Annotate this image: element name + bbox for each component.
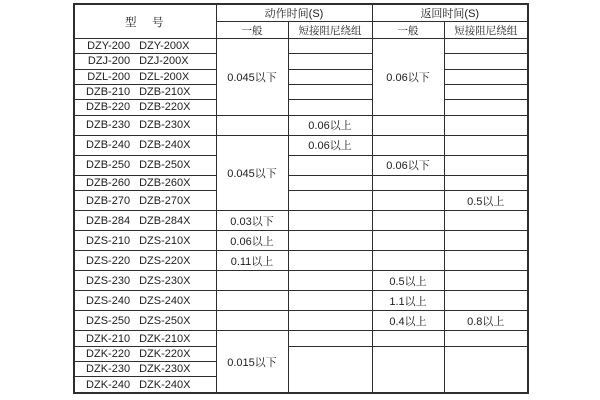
table-row <box>74 135 528 155</box>
value-cell-return-general: 1.1以上 <box>372 291 444 311</box>
value-cell-return-damping <box>444 231 528 251</box>
value-cell-action-general: 0.045以下 <box>216 135 288 210</box>
value-cell-action-damping <box>288 39 372 54</box>
model-name: DZJ-200 <box>87 55 131 68</box>
value-cell-action-damping <box>288 346 372 393</box>
relay-spec-table <box>73 3 529 394</box>
model-cell <box>74 175 216 190</box>
value-cell-return-general: 0.4以上 <box>372 311 444 331</box>
model-name: DZB-260 <box>86 176 131 189</box>
model-cell <box>74 191 216 211</box>
value-cell-action-damping <box>288 231 372 251</box>
value-cell-action-damping <box>288 84 372 99</box>
value-cell-return-damping <box>444 84 528 99</box>
model-cell <box>74 211 216 231</box>
table-row <box>74 191 528 211</box>
model-name: DZY-200 <box>87 40 131 53</box>
value-cell-action-damping <box>288 175 372 190</box>
table-row <box>74 211 528 231</box>
model-name-x: DZS-230X <box>139 274 191 287</box>
value-cell-action-damping <box>288 100 372 115</box>
spec-table-container <box>73 3 529 394</box>
value-cell-action-general <box>216 291 288 311</box>
value-cell-action-general <box>216 115 288 135</box>
header-row-groups <box>74 4 528 22</box>
value-cell-action-general: 0.045以下 <box>216 39 288 116</box>
model-name-x: DZB-220X <box>139 101 191 114</box>
value-cell-return-damping: 0.8以上 <box>444 311 528 331</box>
model-name: DZB-220 <box>86 101 131 114</box>
value-cell-action-general: 0.03以下 <box>216 211 288 231</box>
table-row <box>74 54 528 69</box>
model-cell <box>74 84 216 99</box>
model-cell <box>74 115 216 135</box>
model-cell <box>74 100 216 115</box>
value-cell-return-general <box>372 346 444 393</box>
value-cell-action-damping <box>288 211 372 231</box>
table-row <box>74 291 528 311</box>
value-cell-action-general: 0.11以上 <box>216 251 288 271</box>
model-cell <box>74 69 216 84</box>
value-cell-return-general <box>372 135 444 155</box>
value-cell-return-damping <box>444 155 528 175</box>
model-name-x: DZK-210X <box>139 332 191 345</box>
value-cell-action-general: 0.06以上 <box>216 231 288 251</box>
model-cell <box>74 331 216 346</box>
value-cell-return-general: 0.5以上 <box>372 271 444 291</box>
model-name: DZS-220 <box>86 254 131 267</box>
model-name: DZS-250 <box>86 314 131 327</box>
model-name: DZS-230 <box>86 274 131 287</box>
model-name-x: DZS-240X <box>139 294 191 307</box>
model-cell <box>74 271 216 291</box>
table-row <box>74 311 528 331</box>
model-name: DZB-210 <box>86 86 131 99</box>
value-cell-return-general <box>372 175 444 190</box>
model-name: DZS-210 <box>86 234 131 247</box>
model-name-x: DZB-230X <box>139 119 191 132</box>
table-row <box>74 115 528 135</box>
value-cell-action-damping <box>288 155 372 175</box>
model-name: DZK-240 <box>86 378 131 391</box>
model-cell <box>74 377 216 393</box>
value-cell-action-general <box>216 311 288 331</box>
model-name: DZB-250 <box>86 159 131 172</box>
value-cell-return-damping <box>444 251 528 271</box>
model-name-x: DZB-260X <box>139 176 191 189</box>
model-name-x: DZL-200X <box>139 70 190 83</box>
value-cell-return-damping <box>444 115 528 135</box>
table-row <box>74 175 528 190</box>
value-cell-return-general: 0.06以下 <box>372 155 444 175</box>
model-name: DZB-284 <box>86 214 131 227</box>
model-cell <box>74 251 216 271</box>
model-cell <box>74 39 216 54</box>
value-cell-return-general <box>372 211 444 231</box>
model-name-x: DZK-220X <box>139 347 191 360</box>
model-cell <box>74 362 216 377</box>
column-header-action-damping: 短接阻尼绕组 <box>288 22 372 39</box>
model-cell <box>74 155 216 175</box>
column-header-action-general: 一般 <box>216 22 288 39</box>
table-row <box>74 84 528 99</box>
table-row <box>74 39 528 54</box>
column-header-return-time: 返回时间(S) <box>372 4 528 22</box>
model-name: DZB-240 <box>86 139 131 152</box>
value-cell-action-general <box>216 271 288 291</box>
column-header-return-damping: 短接阻尼绕组 <box>444 22 528 39</box>
value-cell-action-damping <box>288 54 372 69</box>
model-name: DZS-240 <box>86 294 131 307</box>
value-cell-action-damping <box>288 331 372 346</box>
column-header-return-general: 一般 <box>372 22 444 39</box>
value-cell-action-general: 0.015以下 <box>216 331 288 393</box>
model-name: DZK-210 <box>86 332 131 345</box>
table-row <box>74 331 528 346</box>
model-cell <box>74 231 216 251</box>
value-cell-return-general: 0.06以下 <box>372 39 444 116</box>
value-cell-return-general <box>372 251 444 271</box>
model-cell <box>74 291 216 311</box>
model-name-x: DZB-284X <box>139 214 191 227</box>
value-cell-return-damping <box>444 291 528 311</box>
value-cell-return-damping <box>444 331 528 346</box>
value-cell-return-general <box>372 331 444 346</box>
model-name-x: DZY-200X <box>139 40 190 53</box>
value-cell-return-damping <box>444 100 528 115</box>
model-cell <box>74 311 216 331</box>
value-cell-return-general <box>372 191 444 211</box>
value-cell-return-damping <box>444 39 528 54</box>
value-cell-action-damping <box>288 191 372 211</box>
model-name: DZB-270 <box>86 194 131 207</box>
value-cell-action-damping <box>288 69 372 84</box>
value-cell-return-damping <box>444 175 528 190</box>
value-cell-action-damping <box>288 291 372 311</box>
value-cell-return-general <box>372 115 444 135</box>
model-name: DZL-200 <box>87 70 131 83</box>
value-cell-return-general <box>372 231 444 251</box>
model-name-x: DZS-210X <box>139 234 191 247</box>
value-cell-action-damping: 0.06以上 <box>288 135 372 155</box>
model-name: DZK-220 <box>86 347 131 360</box>
value-cell-return-damping <box>444 69 528 84</box>
model-name-x: DZB-240X <box>139 139 191 152</box>
model-name-x: DZB-270X <box>139 194 191 207</box>
value-cell-action-damping <box>288 251 372 271</box>
value-cell-action-damping <box>288 311 372 331</box>
model-name-x: DZB-210X <box>139 86 191 99</box>
table-row <box>74 69 528 84</box>
model-name-x: DZS-250X <box>139 314 191 327</box>
table-row <box>74 271 528 291</box>
table-row <box>74 100 528 115</box>
model-name-x: DZS-220X <box>139 254 191 267</box>
column-header-model: 型 号 <box>74 4 216 39</box>
value-cell-return-damping <box>444 211 528 231</box>
model-name: DZK-230 <box>86 363 131 376</box>
value-cell-return-damping <box>444 346 528 393</box>
model-name-x: DZK-240X <box>139 378 191 391</box>
model-cell <box>74 54 216 69</box>
table-row <box>74 251 528 271</box>
value-cell-action-damping: 0.06以上 <box>288 115 372 135</box>
model-name-x: DZB-250X <box>139 159 191 172</box>
table-row <box>74 231 528 251</box>
model-name-x: DZJ-200X <box>139 55 189 68</box>
value-cell-return-damping <box>444 135 528 155</box>
value-cell-action-damping <box>288 271 372 291</box>
value-cell-return-damping <box>444 54 528 69</box>
model-cell <box>74 135 216 155</box>
model-name: DZB-230 <box>86 119 131 132</box>
table-row <box>74 155 528 175</box>
table-row <box>74 346 528 361</box>
model-cell <box>74 346 216 361</box>
value-cell-return-damping <box>444 271 528 291</box>
model-name-x: DZK-230X <box>139 363 191 376</box>
column-header-action-time: 动作时间(S) <box>216 4 372 22</box>
value-cell-return-damping: 0.5以上 <box>444 191 528 211</box>
